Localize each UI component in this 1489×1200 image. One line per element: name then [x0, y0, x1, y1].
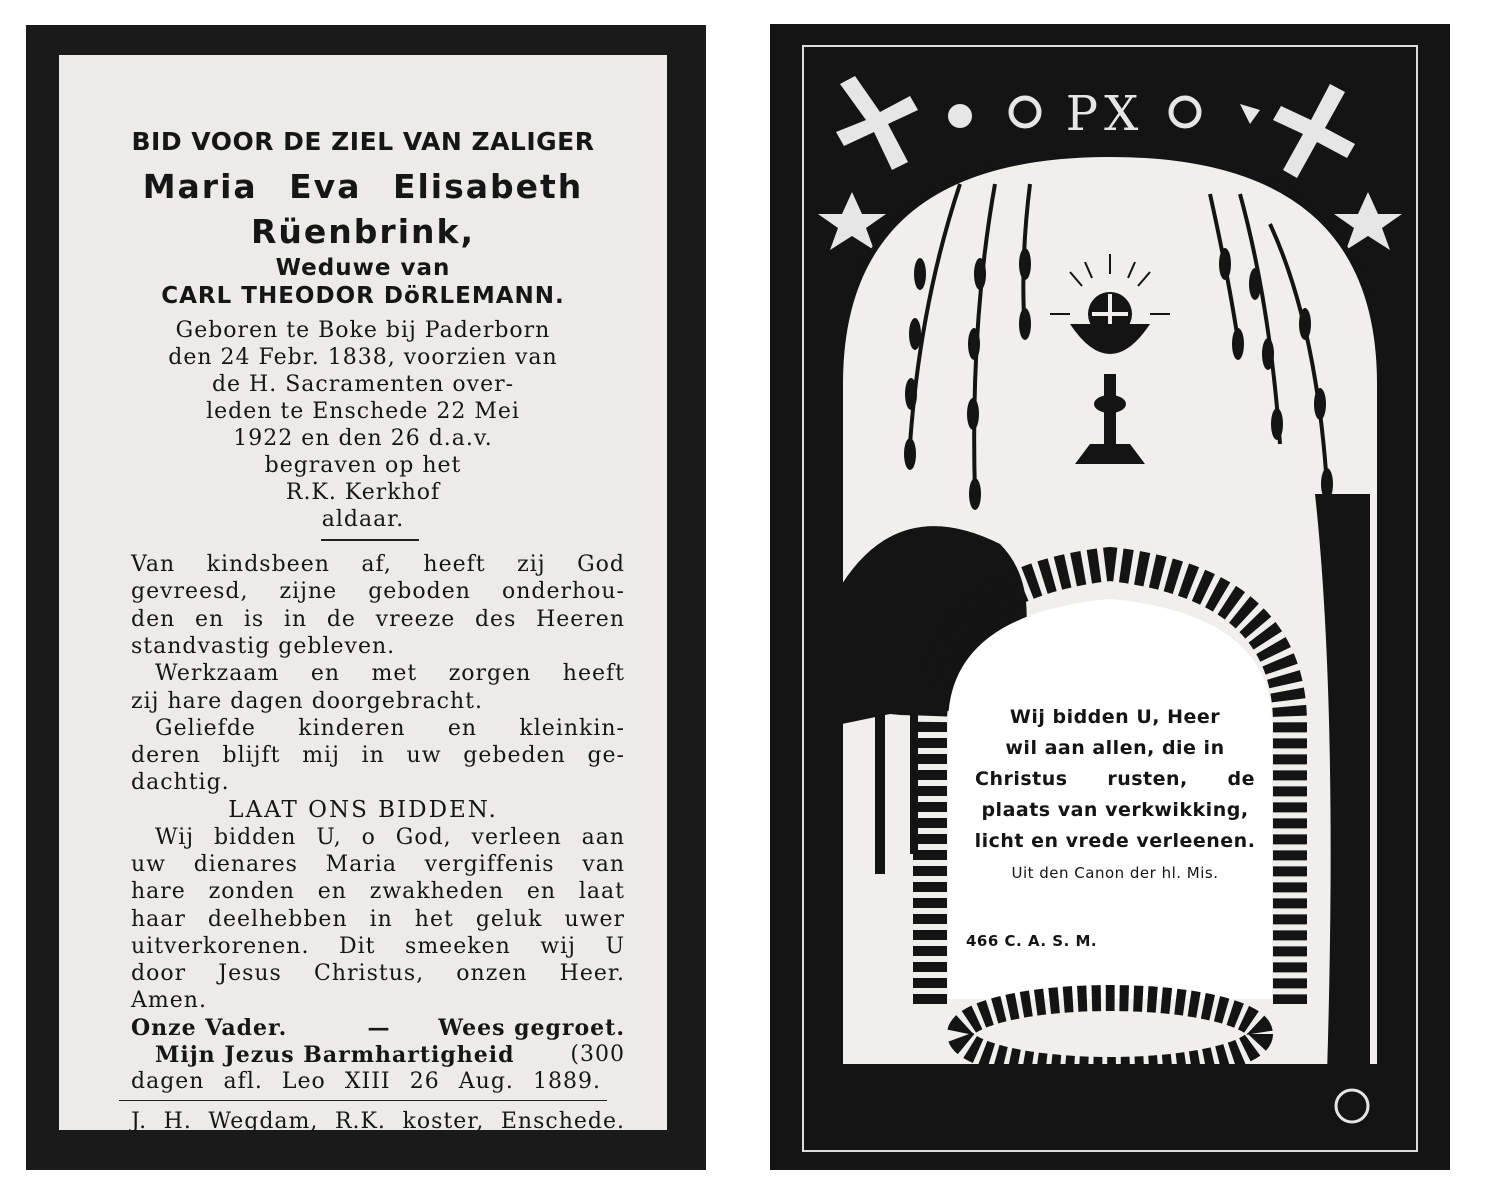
prayer-line: haar deelhebben in het geluk uwer [131, 907, 625, 932]
card-text-panel [59, 55, 667, 1134]
cross-icon [836, 76, 918, 170]
printer-credit: J. H. Wegdam, R.K. koster, Enschede. [131, 1109, 625, 1134]
text-line: zij hare dagen doorgebracht. [131, 689, 483, 714]
text-line: Werkzaam en met zorgen heeft [155, 661, 625, 686]
canon-prayer-line: licht en vrede verleenen. [974, 830, 1256, 852]
text-line: Geliefde kinderen en kleinkin- [155, 716, 625, 741]
prayer-line: uitverkorenen. Dit smeeken wij U [131, 934, 625, 959]
canon-prayer-line: Christus rusten, de [975, 768, 1255, 790]
canon-source: Uit den Canon der hl. Mis. [1011, 864, 1219, 882]
star-icon [1334, 192, 1402, 250]
text-line: deren blijft mij in uw gebeden ge- [131, 743, 625, 768]
memorial-card-front [26, 25, 706, 1170]
tree-trunk [875, 714, 885, 874]
bio-line: de H. Sacramenten over- [211, 372, 515, 397]
indulgence-days: (300 [570, 1042, 625, 1067]
foliage-base [840, 1064, 1380, 1134]
prayer-heading: LAAT ONS BIDDEN. [228, 797, 498, 823]
chi-rho-monogram: PX [1065, 86, 1145, 142]
devotional-illustration [770, 24, 1450, 1170]
prayer-line: uw dienares Maria vergiffenis van [131, 852, 625, 877]
bio-line: den 24 Febr. 1838, voorzien van [168, 345, 558, 370]
ornament-dot-icon [948, 104, 972, 128]
text-line: standvastig gebleven. [131, 634, 396, 659]
bio-line: Geboren te Boke bij Paderborn [175, 318, 551, 343]
canon-prayer-line: wil aan allen, die in [1005, 737, 1225, 759]
prayer-line: Amen. [131, 988, 207, 1013]
bio-line: R.K. Kerkhof [285, 480, 441, 505]
catalog-number: 466 C. A. S. M. [966, 932, 1098, 950]
text-line: den en is in de vreeze des Heeren [131, 607, 625, 632]
indulgence-line: dagen afl. Leo XIII 26 Aug. 1889. [131, 1069, 601, 1094]
deceased-name-line2: Rüenbrink, [251, 212, 475, 251]
bio-line: aldaar. [321, 507, 405, 532]
footer-rule [119, 1100, 607, 1101]
ornament-ring-icon [1171, 98, 1199, 126]
text-line: dachtig. [131, 770, 230, 795]
star-icon [1240, 104, 1260, 124]
text-line: gevreesd, zijne geboden onderhou- [131, 579, 625, 604]
ornament-ring-icon [1011, 98, 1039, 126]
prayer-line: hare zonden en zwakheden en laat [131, 879, 625, 904]
bio-line: 1922 en den 26 d.a.v. [233, 426, 493, 451]
tree-trunk [910, 714, 918, 854]
closing-our-father: Onze Vader. [131, 1015, 288, 1041]
card-heading: BID VOOR DE ZIEL VAN ZALIGER [131, 127, 595, 156]
husband-name: CARL THEODOR DöRLEMANN. [161, 283, 565, 309]
separator-rule [321, 539, 419, 541]
prayer-line: door Jesus Christus, onzen Heer. [131, 961, 625, 986]
cross-icon [1273, 84, 1355, 178]
memorial-card-back [770, 24, 1450, 1170]
canon-prayer-line: plaats van verkwikking, [981, 799, 1249, 821]
canon-prayer-line: Wij bidden U, Heer [1009, 706, 1221, 728]
bio-line: begraven op het [264, 453, 462, 478]
indulgence-title: Mijn Jezus Barmhartigheid [155, 1042, 515, 1068]
deceased-name-line1: Maria Eva Elisabeth [142, 167, 584, 206]
widow-of-label: Weduwe van [275, 255, 451, 281]
bio-line: leden te Enschede 22 Mei [206, 399, 520, 424]
closing-dash: — [367, 1015, 391, 1041]
text-line: Van kindsbeen af, heeft zij God [131, 552, 625, 577]
closing-hail-mary: Wees gegroet. [438, 1015, 625, 1041]
star-icon [818, 192, 886, 250]
prayer-line: Wij bidden U, o God, verleen aan [155, 825, 625, 850]
